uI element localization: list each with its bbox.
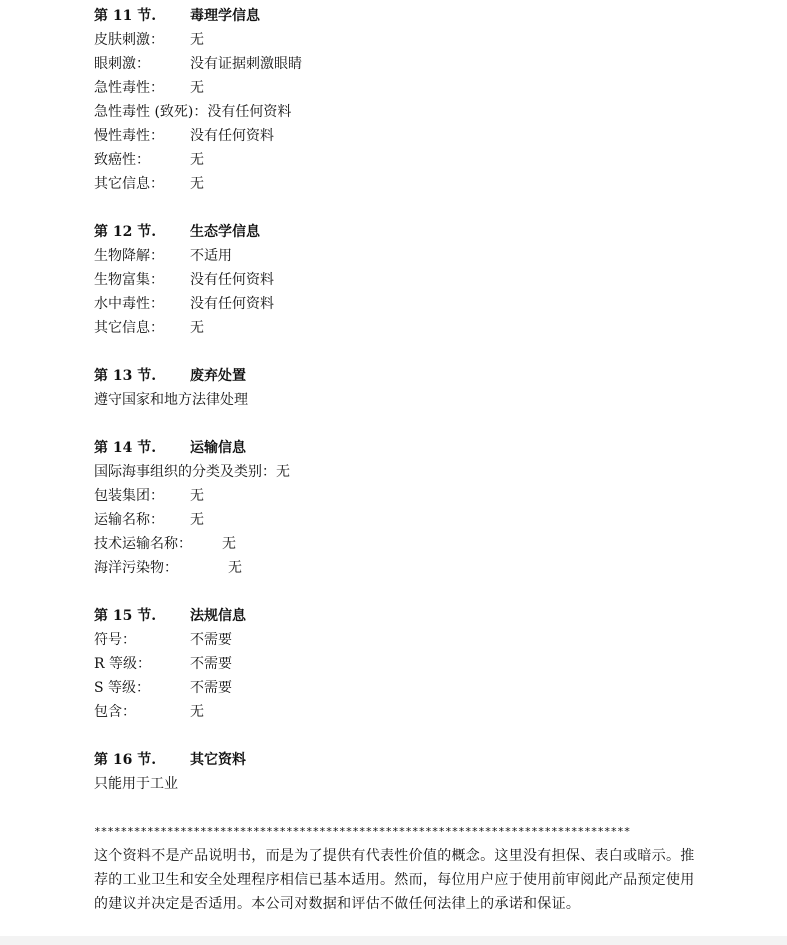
spacer [94, 196, 704, 220]
field-label: 生物富集： [94, 272, 164, 288]
section-number: 第 14 节. [94, 440, 157, 456]
field-value: 无 [190, 512, 204, 528]
field-row [94, 268, 704, 292]
field-value: 无 [190, 488, 204, 504]
field-row [94, 700, 704, 724]
field-row [94, 292, 704, 316]
field-label: 眼刺激： [94, 56, 150, 72]
field-label: 符号： [94, 632, 136, 648]
document-page [94, 4, 704, 916]
section-title: 废弃处置 [190, 368, 246, 384]
section-13-heading [94, 364, 704, 388]
field-row [94, 484, 704, 508]
field-row [94, 124, 704, 148]
field-row [94, 676, 704, 700]
field-label: R 等级： [94, 656, 151, 672]
field-row [94, 172, 704, 196]
field-row [94, 508, 704, 532]
field-row: 国际海事组织的分类及类别：无 [94, 464, 290, 480]
field-label: 致癌性： [94, 152, 150, 168]
section-text: 遵守国家和地方法律处理 [94, 392, 248, 408]
field-label: 生物降解： [94, 248, 164, 264]
section-title: 运输信息 [190, 440, 246, 456]
section-title: 其它资料 [190, 752, 246, 768]
field-row [94, 628, 704, 652]
section-number: 第 12 节. [94, 224, 157, 240]
field-value: 没有任何资料 [190, 296, 274, 312]
field-value: 不需要 [190, 656, 232, 672]
field-value: 无 [190, 152, 204, 168]
field-value: 没有任何资料 [190, 272, 274, 288]
section-text: 只能用于工业 [94, 776, 178, 792]
disclaimer-paragraph: 这个资料不是产品说明书，而是为了提供有代表性价值的概念。这里没有担保、表白或暗示。推荐的工业卫生和安全处理程序相信已基本适用。然而，每位用户应于使用前审阅此产品预定使用的建议并决定是否适用。本公司对数据和评估不做任何法律上的承诺和保证。 [94, 848, 695, 912]
page-bottom-edge [0, 936, 787, 945]
spacer [94, 724, 704, 748]
field-label: S 等级： [94, 680, 151, 696]
asterisk-separator: ********************************************************************************* [94, 825, 631, 838]
field-label: 海洋污染物： [94, 560, 178, 576]
section-12-heading [94, 220, 704, 244]
section-title: 生态学信息 [190, 224, 260, 240]
field-value: 无 [190, 32, 204, 48]
field-label: 其它信息： [94, 320, 164, 336]
field-label: 急性毒性： [94, 80, 164, 96]
field-label: 皮肤刺激： [94, 32, 164, 48]
field-value: 无 [228, 560, 242, 576]
section-title: 毒理学信息 [190, 8, 260, 24]
field-row [94, 652, 704, 676]
field-value: 没有任何资料 [190, 128, 274, 144]
field-label: 其它信息： [94, 176, 164, 192]
section-title: 法规信息 [190, 608, 246, 624]
field-label: 技术运输名称： [94, 536, 192, 552]
section-16-heading [94, 748, 704, 772]
spacer [94, 412, 704, 436]
field-value: 不需要 [190, 680, 232, 696]
spacer [94, 796, 704, 820]
field-label: 运输名称： [94, 512, 164, 528]
field-value: 无 [190, 80, 204, 96]
section-15-heading [94, 604, 704, 628]
section-number: 第 15 节. [94, 608, 157, 624]
spacer [94, 340, 704, 364]
field-value: 不适用 [190, 248, 232, 264]
field-row [94, 532, 704, 556]
field-label: 包装集团： [94, 488, 164, 504]
field-label: 慢性毒性： [94, 128, 164, 144]
field-value: 没有证据刺激眼睛 [190, 56, 302, 72]
field-label: 水中毒性： [94, 296, 164, 312]
field-value: 无 [190, 704, 204, 720]
field-row [94, 244, 704, 268]
field-row: 急性毒性 (致死)：没有任何资料 [94, 104, 292, 120]
field-row [94, 556, 704, 580]
section-number: 第 13 节. [94, 368, 157, 384]
field-row [94, 52, 704, 76]
section-number: 第 11 节. [94, 8, 157, 24]
field-row [94, 76, 704, 100]
section-11-heading [94, 4, 704, 28]
field-value: 无 [190, 320, 204, 336]
field-value: 无 [190, 176, 204, 192]
field-value: 不需要 [190, 632, 232, 648]
field-row [94, 148, 704, 172]
spacer [94, 580, 704, 604]
section-14-heading [94, 436, 704, 460]
field-label: 包含： [94, 704, 136, 720]
field-value: 无 [222, 536, 236, 552]
section-number: 第 16 节. [94, 752, 157, 768]
field-row [94, 316, 704, 340]
field-row [94, 28, 704, 52]
